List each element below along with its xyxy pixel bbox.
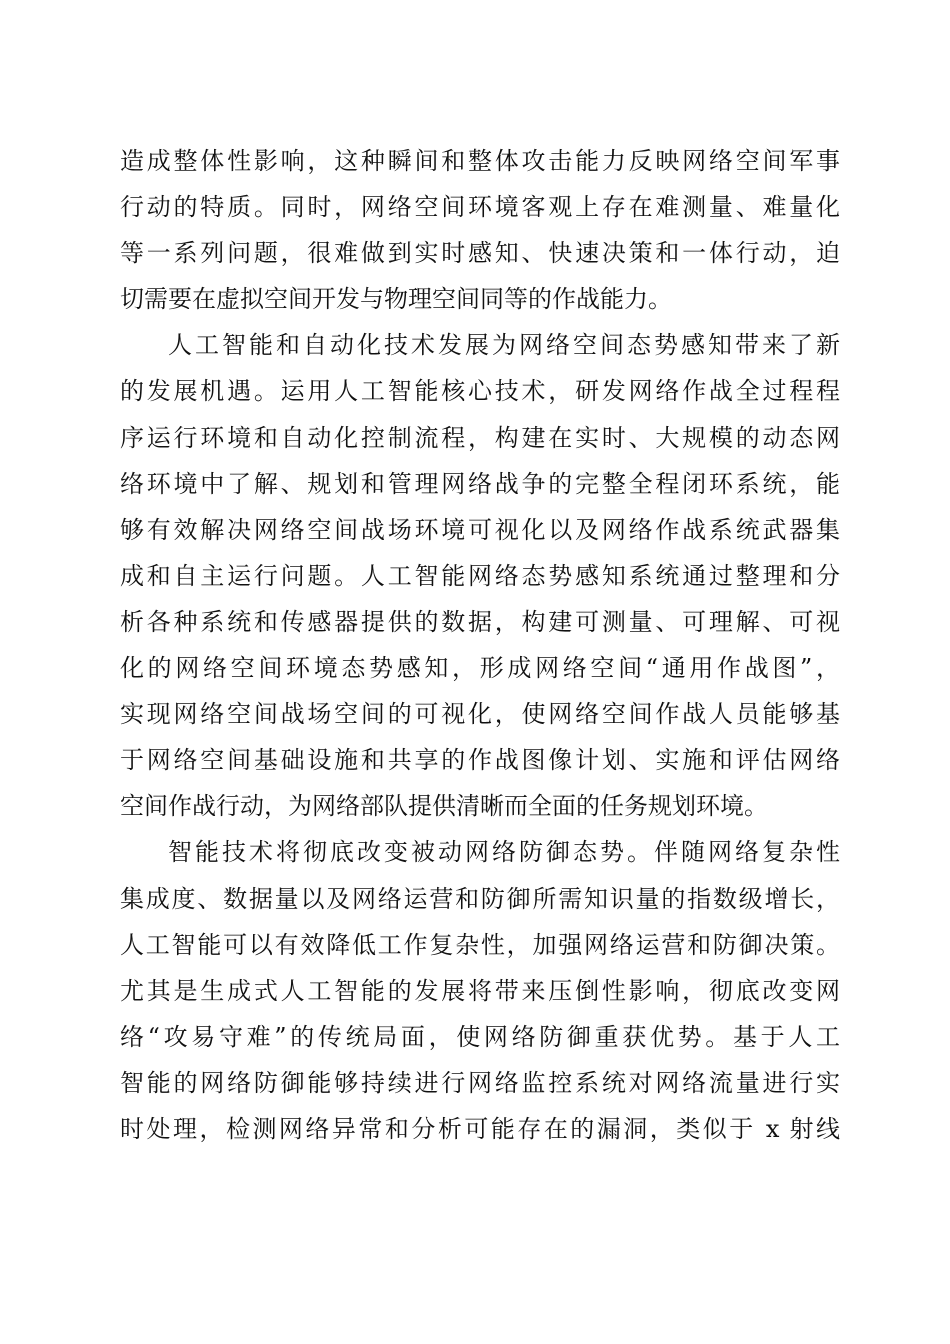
- body-text: [120, 138, 840, 1152]
- paragraph-2-line-1: 人工智能和自动化技术发展为网络空间态势感知带来了新: [168, 331, 840, 360]
- paragraph-3-line-3: 人工智能可以有效降低工作复杂性，加强网络运营和防御决策。: [120, 930, 840, 959]
- paragraph-2-line-9: 实现网络空间战场空间的可视化，使网络空间作战人员能够基: [120, 700, 840, 729]
- paragraph-3-line-7: 时处理，检测网络异常和分析可能存在的漏洞，类似于 x 射线: [120, 1114, 840, 1143]
- paragraph-1-line-4: 切需要在虚拟空间开发与物理空间同等的作战能力。: [120, 285, 672, 314]
- paragraph-2-line-5: 够有效解决网络空间战场环境可视化以及网络作战系统武器集: [120, 515, 840, 544]
- paragraph-1-line-2: 行动的特质。同时，网络空间环境客观上存在难测量、难量化: [120, 193, 840, 222]
- paragraph-1-line-3: 等一系列问题，很难做到实时感知、快速决策和一体行动，迫: [120, 239, 840, 268]
- paragraph-1-line-1: 造成整体性影响，这种瞬间和整体攻击能力反映网络空间军事: [120, 147, 840, 175]
- paragraph-2-line-2: 的发展机遇。运用人工智能核心技术，研发网络作战全过程程: [120, 377, 840, 406]
- paragraph-3-line-6: 智能的网络防御能够持续进行网络监控系统对网络流量进行实: [120, 1068, 840, 1097]
- paragraph-3-line-1: 智能技术将彻底改变被动网络防御态势。伴随网络复杂性: [168, 838, 840, 867]
- paragraph-3-line-2: 集成度、数据量以及网络运营和防御所需知识量的指数级增长，: [120, 884, 840, 913]
- paragraph-3-line-4: 尤其是生成式人工智能的发展将带来压倒性影响，彻底改变网: [120, 976, 840, 1005]
- paragraph-2-line-4: 络环境中了解、规划和管理网络战争的完整全程闭环系统，能: [120, 469, 840, 498]
- paragraph-3-line-5: 络“攻易守难”的传统局面，使网络防御重获优势。基于人工: [120, 1022, 840, 1051]
- paragraph-2-line-3: 序运行环境和自动化控制流程，构建在实时、大规模的动态网: [120, 423, 840, 452]
- paragraph-2-line-6: 成和自主运行问题。人工智能网络态势感知系统通过整理和分: [120, 561, 840, 590]
- paragraph-2-line-10: 于网络空间基础设施和共享的作战图像计划、实施和评估网络: [120, 746, 840, 775]
- paragraph-2-line-7: 析各种系统和传感器提供的数据，构建可测量、可理解、可视: [120, 607, 840, 636]
- paragraph-2-line-8: 化的网络空间环境态势感知，形成网络空间“通用作战图”，: [120, 654, 840, 683]
- paragraph-2-line-11: 空间作战行动，为网络部队提供清晰而全面的任务规划环境。: [120, 792, 768, 821]
